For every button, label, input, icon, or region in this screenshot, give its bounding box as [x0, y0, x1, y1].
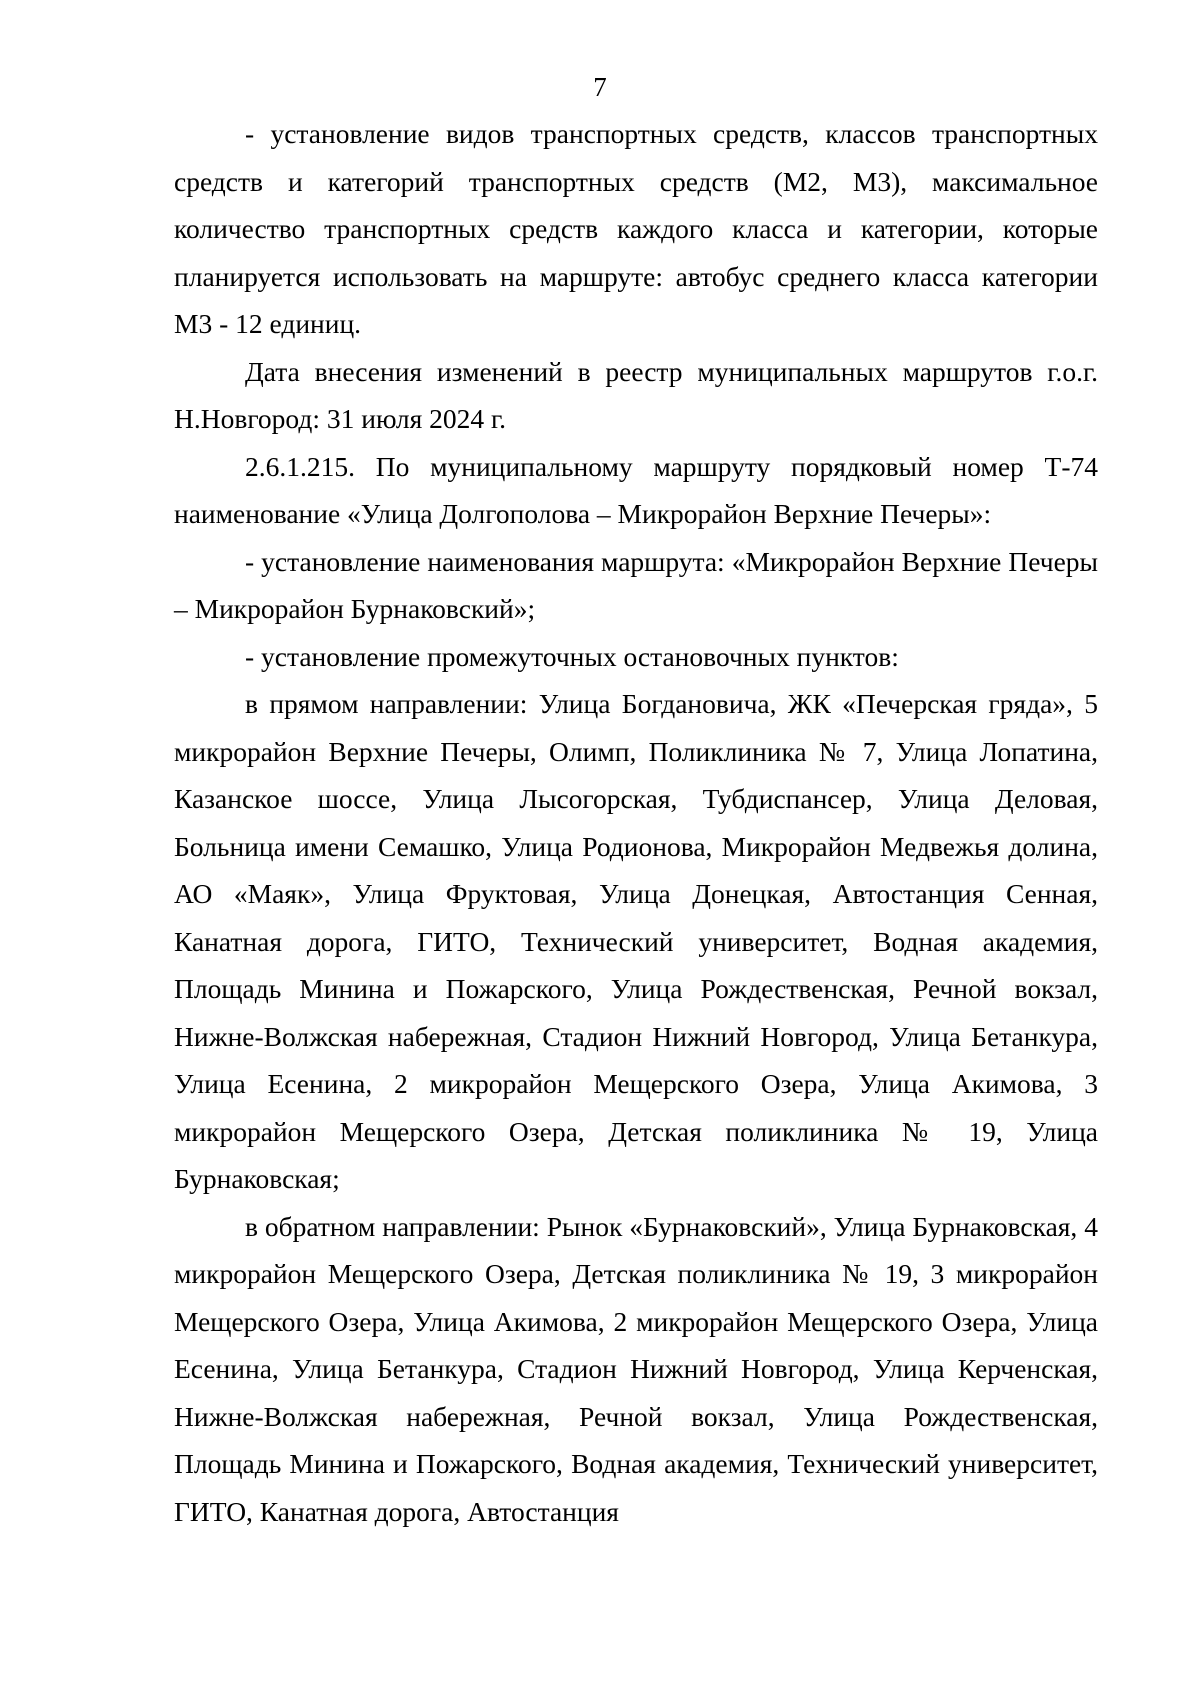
paragraph-vehicle-types: - установление видов транспортных средств, классов транспортных средств и категорий транспортных средств (М2, М3), максимальное количество транспортных средств каждого класса и категории, которые планируется использовать на маршруте: автобус среднего класса категории М3 - 12 единиц. [174, 118, 1098, 339]
page-number: 7 [593, 72, 607, 102]
paragraph-route-t74: 2.6.1.215. По муниципальному маршруту порядковый номер Т-74 наименование «Улица Долгополова – Микрорайон Верхние Печеры»: [174, 450, 1098, 529]
paragraph-registry-date: Дата внесения изменений в реестр муниципальных маршрутов г.о.г. Н.Новгород: 31 июля 2024 г. [174, 355, 1098, 434]
paragraph-intermediate-stops: - установление промежуточных остановочных пунктов: [245, 640, 899, 672]
paragraph-forward-direction: в прямом направлении: Улица Богдановича, ЖК «Печерская гряда», 5 микрорайон Верхние Печеры, Олимп, Поликлиника № 7, Улица Лопатина, Казанское шоссе, Улица Лысогорская, Тубдиспансер, Улица Деловая, Больница имени Семашко, Улица Родионова, Микрорайон Медвежья долина, АО «Маяк», Улица Фруктовая, Улица Донецкая, Автостанция Сенная, Канатная дорога, ГИТО, Технический университет, Водная академия, Площадь Минина и Пожарского, Улица Рождественская, Речной вокзал, Нижне-Волжская набережная, Стадион Нижний Новгород, Улица Бетанкура, Улица Есенина, 2 микрорайон Мещерского Озера, Улица Акимова, 3 микрорайон Мещерского Озера, Детская поликлиника № 19, Улица Бурнаковская; [174, 688, 1098, 1194]
paragraph-reverse-direction: в обратном направлении: Рынок «Бурнаковский», Улица Бурнаковская, 4 микрорайон Мещерского Озера, Детская поликлиника № 19, 3 микрорайон Мещерского Озера, Улица Акимова, 2 микрорайон Мещерского Озера, Улица Есенина, Улица Бетанкура, Стадион Нижний Новгород, Улица Керченская, Нижне-Волжская набережная, Речной вокзал, Улица Рождественская, Площадь Минина и Пожарского, Водная академия, Технический университет, ГИТО, Канатная дорога, Автостанция [174, 1210, 1098, 1527]
paragraph-route-name: - установление наименования маршрута: «Микрорайон Верхние Печеры – Микрорайон Бурнаковский»; [174, 545, 1098, 624]
document-body [174, 110, 1098, 1535]
